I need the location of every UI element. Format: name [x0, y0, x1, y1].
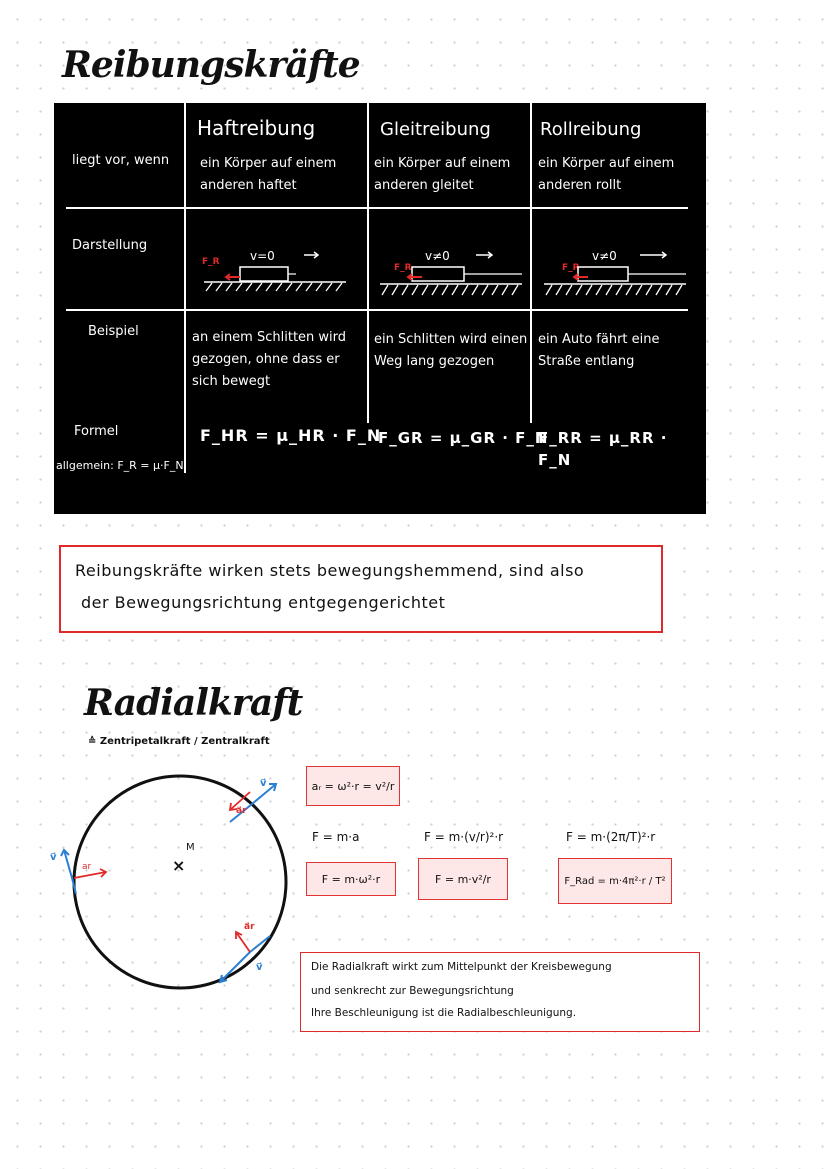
- vector-v-label-bottom: v⃗: [256, 962, 263, 973]
- haft-block-diagram: [200, 243, 350, 293]
- vector-ar-label-bottom: a⃗r: [244, 922, 255, 932]
- formula-gleit: F_GR = μ_GR · F_N: [378, 429, 549, 447]
- formula-f-period: F = m·(2π/T)²·r: [566, 830, 656, 844]
- ar-label-left: ar: [82, 862, 92, 872]
- formula-box-period: [558, 858, 672, 904]
- radial-note-line1: Die Radialkraft wirkt zum Mittelpunkt der Kreisbewegung: [311, 961, 612, 973]
- gleit-block-diagram: [376, 243, 526, 298]
- force-label-gleit: F_R: [394, 263, 412, 273]
- row-label-darstellung: Darstellung: [72, 238, 148, 253]
- friction-note-line1: Reibungskräfte wirken stets bewegungshemmend, sind also: [75, 561, 585, 580]
- radial-note-box: [300, 952, 700, 1032]
- formula-velocity: F = m·v²/r: [435, 872, 491, 886]
- formula-box-velocity: [418, 858, 508, 900]
- formula-f-ma: F = m·a: [312, 830, 360, 844]
- radial-note-line3: Ihre Beschleunigung ist die Radialbeschleunigung.: [311, 1007, 577, 1019]
- cell-liegt-vor-roll: ein Körper auf einem anderen rollt: [538, 156, 675, 193]
- formula-period: F_Rad = m·4π²·r / T²: [564, 875, 666, 887]
- row-label-liegt-vor: liegt vor, wenn: [72, 153, 170, 168]
- row-label-beispiel: Beispiel: [88, 324, 139, 339]
- vector-v-label-left: v⃗: [50, 852, 57, 863]
- center-label: M: [186, 842, 195, 853]
- formula-f-v-r: F = m·(v/r)²·r: [424, 830, 504, 844]
- friction-note-box: [59, 545, 663, 633]
- ar-formula-box: [306, 766, 400, 806]
- formula-omega: F = m·ω²·r: [321, 872, 381, 886]
- col-header-haftreibung: Haftreibung: [197, 116, 316, 140]
- center-mark: ×: [172, 856, 186, 875]
- formula-haft: F_HR = μ_HR · F_N: [200, 426, 382, 445]
- velocity-label-roll: v≠0: [592, 249, 617, 263]
- velocity-label-haft: v=0: [250, 249, 275, 263]
- cell-liegt-vor-gleit: ein Körper auf einem anderen gleitet: [374, 156, 511, 193]
- row-label-formel: Formel: [74, 424, 119, 439]
- ar-formula: aᵣ = ω²·r = v²/r: [311, 779, 395, 793]
- table-divider: [367, 103, 369, 423]
- col-header-rollreibung: Rollreibung: [540, 119, 642, 140]
- friction-note-line2: der Bewegungsrichtung entgegengerichtet: [81, 593, 446, 612]
- vector-v-label-top: v⃗: [260, 778, 267, 789]
- cell-liegt-vor-haft: ein Körper auf einem anderen haftet: [200, 156, 337, 193]
- force-label-roll: F_R: [562, 263, 580, 273]
- radial-subtitle: ≙ Zentripetalkraft / Zentralkraft: [88, 736, 270, 747]
- formula-box-omega: [306, 862, 396, 896]
- radial-title: Radialkraft: [84, 682, 303, 724]
- table-divider: [530, 103, 532, 423]
- cell-beispiel-haft: an einem Schlitten wird gezogen, ohne dass er sich bewegt: [192, 330, 347, 389]
- table-rule: [66, 207, 688, 209]
- radial-note-line2: und senkrecht zur Bewegungsrichtung: [311, 985, 514, 997]
- friction-title: Reibungskräfte: [62, 44, 360, 86]
- formula-roll: F_RR = μ_RR · F_N: [538, 429, 668, 469]
- velocity-label-gleit: v≠0: [425, 249, 450, 263]
- friction-table: [54, 103, 706, 514]
- cell-beispiel-gleit: ein Schlitten wird einen Weg lang gezogen: [374, 332, 528, 369]
- table-divider: [184, 103, 186, 473]
- circular-motion-diagram: [40, 770, 290, 1000]
- formula-general: allgemein: F_R = μ·F_N: [56, 459, 184, 472]
- table-rule: [66, 309, 688, 311]
- vector-ar-label-top: a⃗r: [236, 806, 247, 816]
- col-header-gleitreibung: Gleitreibung: [380, 119, 491, 140]
- cell-beispiel-roll: ein Auto fährt eine Straße entlang: [538, 332, 660, 369]
- roll-block-diagram: [540, 243, 690, 298]
- force-label-haft: F_R: [202, 257, 220, 267]
